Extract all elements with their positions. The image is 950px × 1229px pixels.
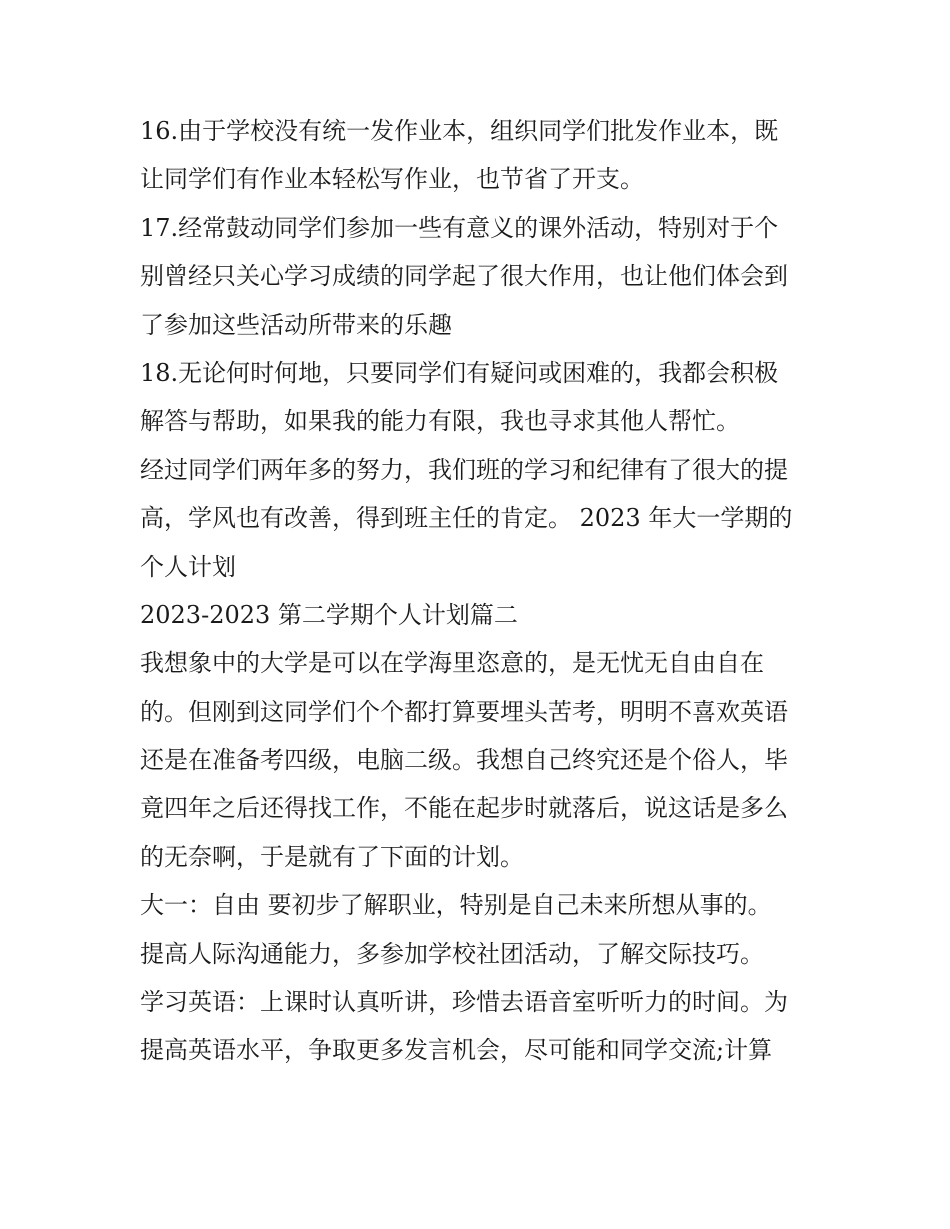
text-line: 让同学们有作业本轻松写作业，也节省了开支。 <box>140 165 644 194</box>
text-line: 18.无论何时何地，只要同学们有疑问或困难的，我都会积极 <box>140 358 779 387</box>
text-line: 我想象中的大学是可以在学海里恣意的，是无忧无自由自在 <box>140 649 764 678</box>
section-heading: 2023-2023 第二学期个人计划篇二 <box>140 600 518 629</box>
text-line: 大一：自由 要初步了解职业，特别是自己未来所想从事的。 <box>140 891 772 920</box>
text-line: 提高英语水平，争取更多发言机会，尽可能和同学交流;计算 <box>140 1036 773 1065</box>
text-line: 16.由于学校没有统一发作业本，组织同学们批发作业本，既 <box>140 117 779 145</box>
text-line: 提高人际沟通能力，多参加学校社团活动，了解交际技巧。 <box>140 939 764 968</box>
text-line: 还是在准备考四级，电脑二级。我想自己终究还是个俗人，毕 <box>140 746 788 775</box>
text-line: 的。但刚到这同学们个个都打算要埋头苦考，明明不喜欢英语 <box>140 697 788 726</box>
text-line: 的无奈啊，于是就有了下面的计划。 <box>140 842 524 871</box>
text-line: 竟四年之后还得找工作，不能在起步时就落后，说这话是多么 <box>140 794 788 823</box>
text-line: 个人计划 <box>140 552 236 581</box>
text-line: 高，学风也有改善，得到班主任的肯定。 2023 年大一学期的 <box>140 504 793 533</box>
text-line: 了参加这些活动所带来的乐趣 <box>140 310 452 339</box>
text-line: 解答与帮助，如果我的能力有限，我也寻求其他人帮忙。 <box>140 407 740 436</box>
text-line: 别曾经只关心学习成绩的同学起了很大作用，也让他们体会到 <box>140 262 788 291</box>
text-line: 17.经常鼓动同学们参加一些有意义的课外活动，特别对于个 <box>140 213 779 242</box>
document-body <box>140 107 820 1075</box>
text-line: 学习英语：上课时认真听讲，珍惜去语音室听听力的时间。为 <box>140 988 788 1017</box>
text-line: 经过同学们两年多的努力，我们班的学习和纪律有了很大的提 <box>140 455 788 484</box>
